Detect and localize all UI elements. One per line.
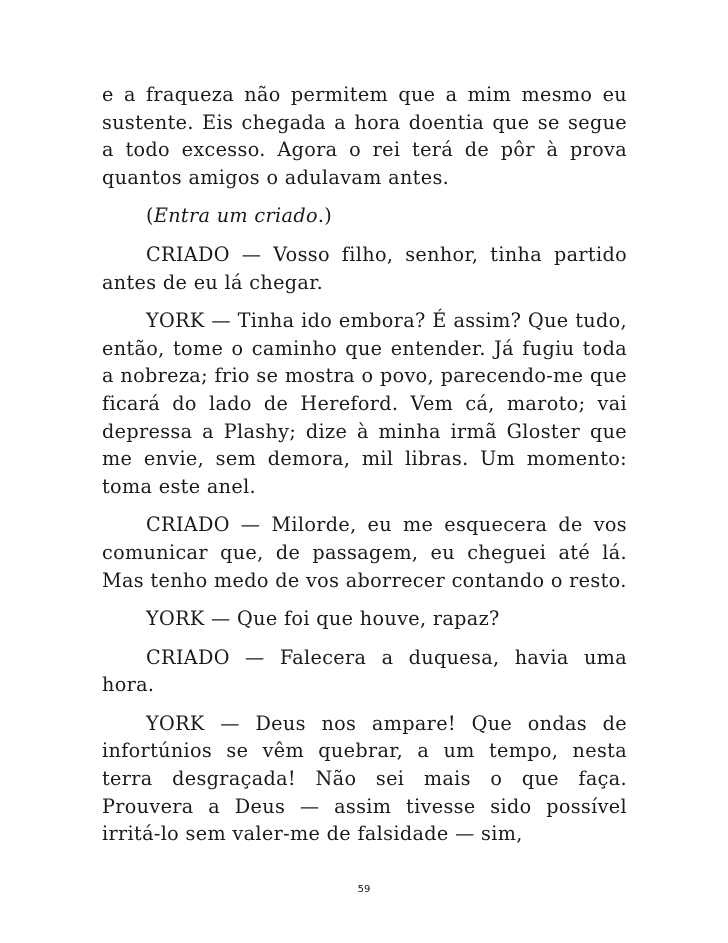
speaker-name: CRIADO [146,242,230,266]
stage-direction-text: Entra um criado [153,204,318,228]
stage-direction-close: .) [317,204,333,228]
speaker-name: CRIADO [146,513,230,537]
dialogue-text: — Falecera a duquesa, havia uma hora. [102,645,627,697]
page-body [102,81,627,859]
speaker-name: CRIADO [146,645,230,669]
dialogue-text: — Tinha ido embora? É assim? Que tudo, então, tome o caminho que entender. Já fugiu toda a nobreza; frio se mostra o povo, parecendo-me que ficará do lado de Hereford. Vem cá, maroto; vai depressa a Plashy; dize à minha irmã Gloster que me envie, sem demora, mil libras. Um momento: toma este anel. [102,309,627,498]
dialogue-text: — Milorde, eu me esquecera de vos comunicar que, de passagem, eu cheguei até lá. Mas tenho medo de vos aborrecer contando o resto. [102,513,627,592]
dialogue-paragraph [102,241,627,296]
speaker-name: YORK [146,711,205,735]
speaker-name: YORK [146,607,205,631]
dialogue-text: — Deus nos ampare! Que ondas de infortúnios se vêm quebrar, a um tempo, nesta terra desgraçada! Não sei mais o que faça. Prouvera a Deus — assim tivesse sido possível irritá-lo sem valer-me de falsidade — sim, [102,711,627,846]
stage-direction-open: ( [146,204,154,228]
dialogue-paragraph [102,710,627,848]
dialogue-paragraph [102,605,627,633]
stage-direction [102,202,627,230]
dialogue-paragraph [102,644,627,699]
dialogue-paragraph [102,307,627,500]
page-number: 59 [357,884,371,895]
paragraph-text: e a fraqueza não permitem que a mim mesmo eu sustente. Eis chegada a hora doentia que se segue a todo excesso. Agora o rei terá de pôr à prova quantos amigos o adulavam antes. [102,83,627,189]
dialogue-paragraph [102,511,627,594]
dialogue-text: — Vosso filho, senhor, tinha partido antes de eu lá chegar. [102,242,627,294]
dialogue-text: — Que foi que houve, rapaz? [204,607,500,631]
paragraph-continuation [102,81,627,191]
speaker-name: YORK [146,309,205,333]
